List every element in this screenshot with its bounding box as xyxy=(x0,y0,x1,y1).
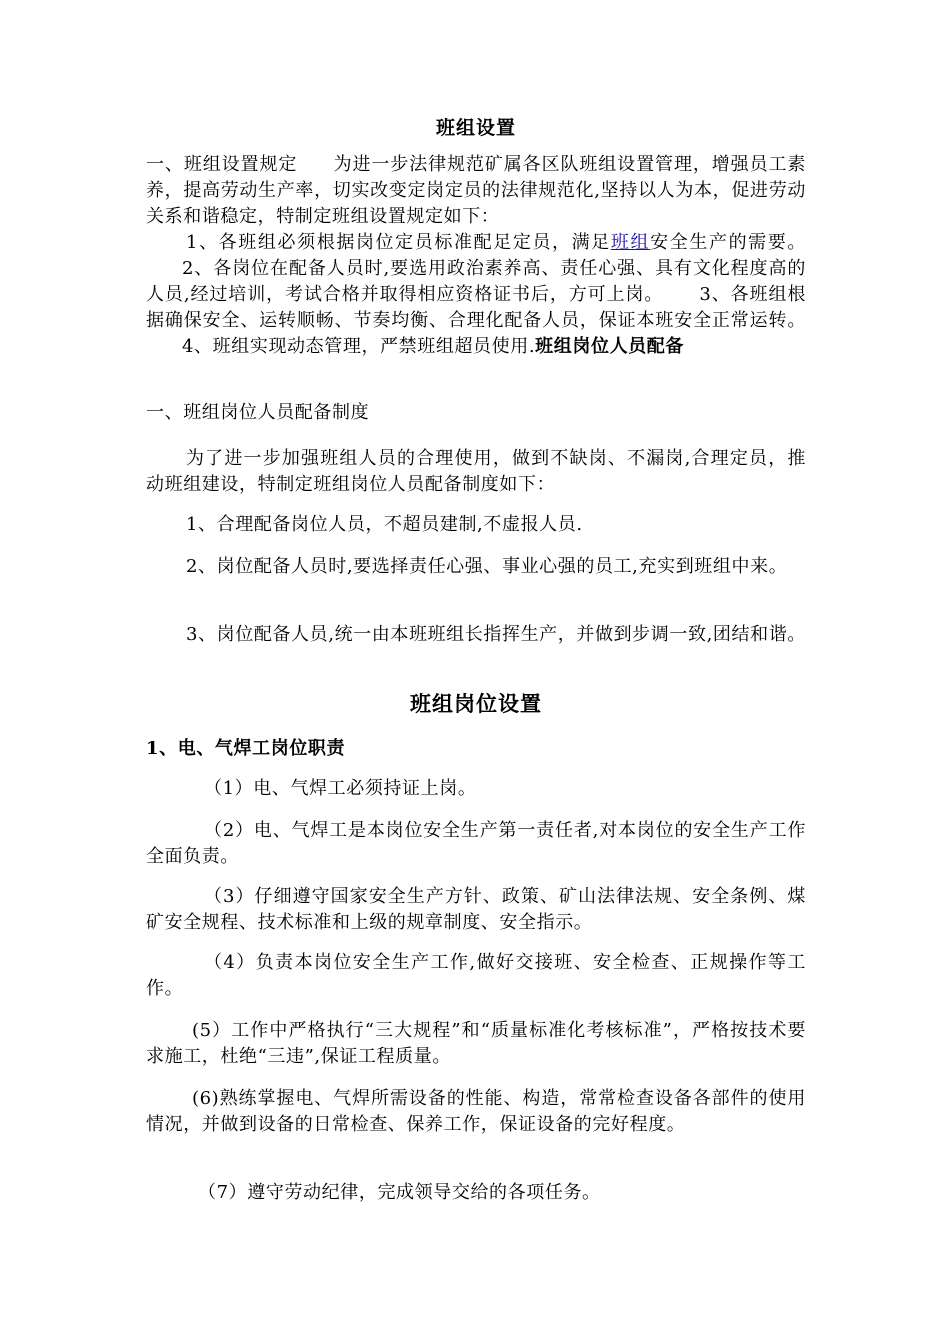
duty-item-6: (6)熟练掌握电、气焊所需设备的性能、构造，常常检查设备各部件的使用情况，并做到设备的日常检查、保养工作，保证设备的完好程度。 xyxy=(146,1088,806,1135)
intro-text: 为进一步法律规范矿属各区队班组设置管理，增强员工素养，提高劳动生产率，切实改变定岗定员的法律规范化,坚持以人为本，促进劳动关系和谐稳定，特制定班组设置规定如下： xyxy=(146,154,806,227)
staffing-paragraph-3: 2、岗位配备人员时,要选择责任心强、事业心强的员工,充实到班组中来。 xyxy=(186,556,788,577)
staffing-paragraph-2: 1、合理配备岗位人员，不超员建制,不虚报人员. xyxy=(186,514,583,535)
duty-item-2: （2）电、气焊工是本岗位安全生产第一责任者,对本岗位的安全生产工作全面负责。 xyxy=(146,820,806,867)
intro-item-2: 2、各岗位在配备人员时,要选用政治素养高、责任心强、具有文化程度高的人员,经过培训，考试合格并取得相应资格证书后，方可上岗。 xyxy=(146,258,806,305)
intro-lead: 一、班组设置规定 xyxy=(146,154,298,175)
staffing-paragraph-1: 为了进一步加强班组人员的合理使用，做到不缺岗、不漏岗,合理定员，推动班组建设，特制定班组岗位人员配备制度如下： xyxy=(146,448,806,495)
duty-item-1: （1）电、气焊工必须持证上岗。 xyxy=(204,778,477,799)
staffing-heading: 一、班组岗位人员配备制度 xyxy=(146,402,370,423)
staffing-paragraph-4: 3、岗位配备人员,统一由本班班组长指挥生产，并做到步调一致,团结和谐。 xyxy=(186,624,806,645)
document-title: 班组设置 xyxy=(435,117,516,139)
intro-item-4: 4、班组实现动态管理，严禁班组超员使用. xyxy=(182,336,536,357)
intro-bold-tail: 班组岗位人员配备 xyxy=(535,336,684,357)
intro-item-1-before: 1、各班组必须根据岗位定员标准配足定员，满足 xyxy=(186,232,611,253)
duty-item-5: (5）工作中严格执行“三大规程”和“质量标准化考核标准”，严格按技术要求施工，杜绝“三违”,保证工程质量。 xyxy=(146,1020,806,1067)
duty-item-7: （7）遵守劳动纪律，完成领导交给的各项任务。 xyxy=(198,1182,601,1203)
duty-item-3: （3）仔细遵守国家安全生产方针、政策、矿山法律法规、安全条例、煤矿安全规程、技术标准和上级的规章制度、安全指示。 xyxy=(146,886,806,933)
positions-heading: 1、电、气焊工岗位职责 xyxy=(146,738,346,759)
banzu-link[interactable]: 班组 xyxy=(610,232,651,253)
positions-title: 班组岗位设置 xyxy=(410,691,542,716)
duty-item-4: （4）负责本岗位安全生产工作,做好交接班、安全检查、正规操作等工作。 xyxy=(146,952,806,999)
intro-item-3: 3、各班组根据确保安全、运转顺畅、节奏均衡、合理化配备人员，保证本班安全正常运转。 xyxy=(146,284,806,331)
intro-item-1-after: 安全生产的需要。 xyxy=(650,232,806,253)
intro-paragraph xyxy=(146,152,806,360)
